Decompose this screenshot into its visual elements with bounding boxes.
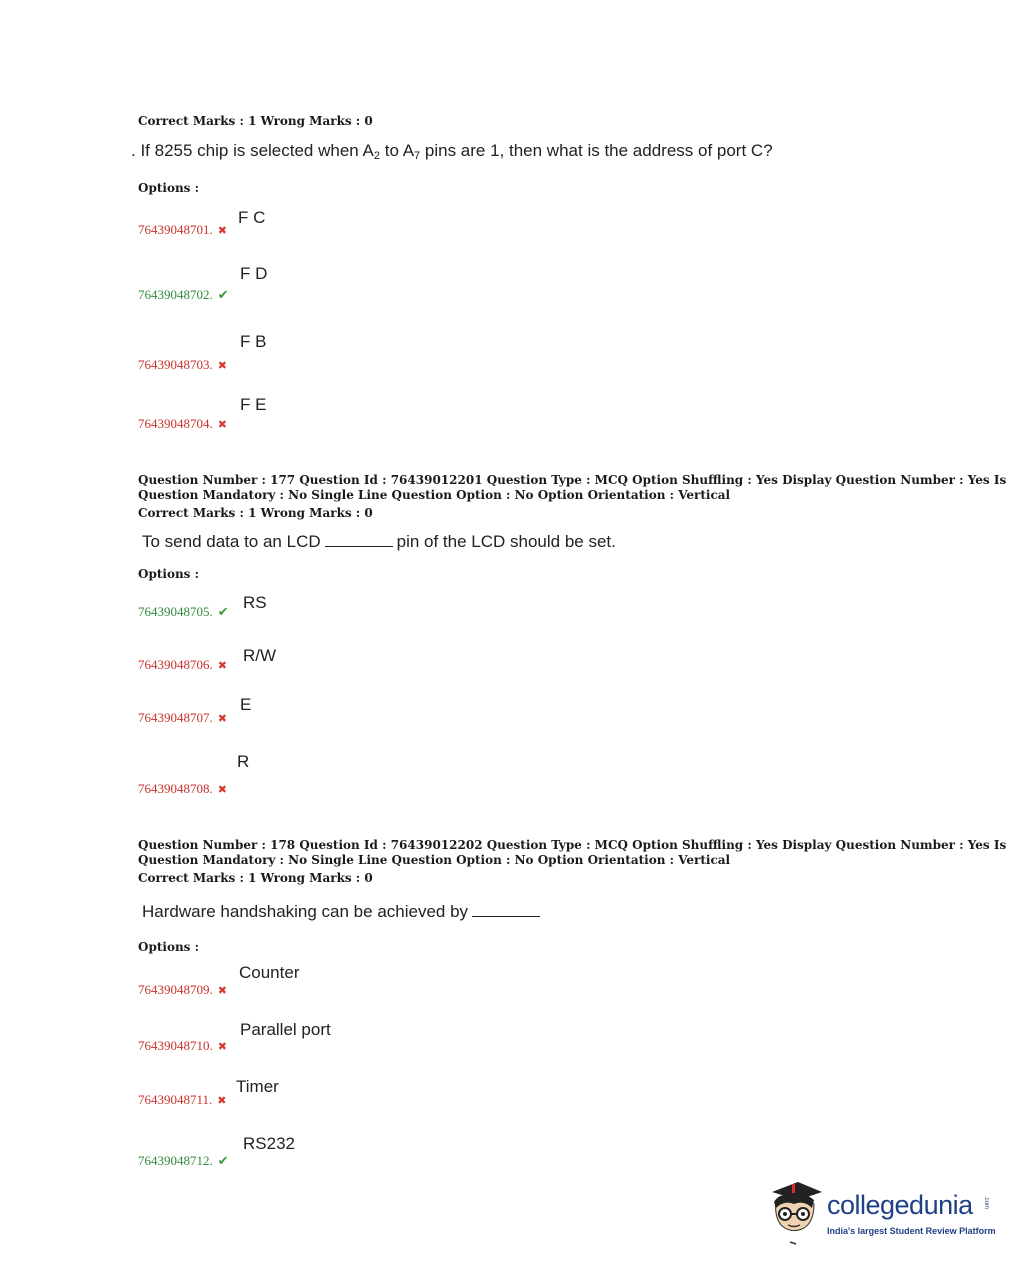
q178-question-text: Hardware handshaking can be achieved by [142, 902, 544, 922]
q178-option-2-text: Parallel port [240, 1020, 331, 1039]
q178-option-1-id: 76439048709. ✖ [138, 982, 227, 997]
q178-option-2-id: 76439048710. ✖ [138, 1038, 227, 1053]
check-mark-icon: ✔ [217, 288, 229, 303]
q177-option-4-id: 76439048708. ✖ [138, 781, 227, 796]
check-mark-icon: ✔ [217, 605, 229, 620]
wrong-mark-icon: ✖ [217, 1040, 227, 1053]
q178-options-label: Options : [138, 940, 200, 954]
q176-option-1-id: 76439048701. ✖ [138, 222, 227, 237]
logo-tagline: India's largest Student Review Platform [827, 1226, 996, 1236]
collegedunia-logo[interactable] [768, 1178, 998, 1248]
q177-option-1-text: RS [243, 593, 267, 612]
logo-wordmark: collegedunia [827, 1190, 973, 1220]
wrong-mark-icon: ✖ [217, 783, 227, 796]
wrong-mark-icon: ✖ [217, 1094, 227, 1107]
q177-marks: Correct Marks : 1 Wrong Marks : 0 [138, 506, 373, 520]
q177-meta-line-1: Question Number : 177 Question Id : 76439012201 Question Type : MCQ Option Shuffling : Yes Display Question Number : Yes Is [138, 473, 1007, 487]
q178-option-4-text: RS232 [243, 1134, 295, 1153]
wrong-mark-icon: ✖ [217, 984, 227, 997]
q177-option-3-text: E [240, 695, 252, 714]
wrong-mark-icon: ✖ [217, 418, 227, 431]
q177-option-3-id: 76439048707. ✖ [138, 710, 227, 725]
wrong-mark-icon: ✖ [217, 659, 227, 672]
q177-meta-line-2: Question Mandatory : No Single Line Question Option : No Option Orientation : Vertical [138, 488, 731, 502]
q176-option-4-id: 76439048704. ✖ [138, 416, 227, 431]
q176-option-3-id: 76439048703. ✖ [138, 357, 227, 372]
q178-marks: Correct Marks : 1 Wrong Marks : 0 [138, 871, 373, 885]
check-mark-icon: ✔ [217, 1154, 229, 1169]
q177-option-1-id: 76439048705. ✔ [138, 604, 229, 620]
q178-meta-line-2: Question Mandatory : No Single Line Question Option : No Option Orientation : Vertical [138, 853, 731, 867]
q178-option-3-id: 76439048711. ✖ [138, 1092, 227, 1107]
q177-options-label: Options : [138, 567, 200, 581]
wrong-mark-icon: ✖ [217, 712, 227, 725]
q176-option-3-text: F B [240, 332, 267, 351]
wrong-mark-icon: ✖ [217, 359, 227, 372]
q176-marks: Correct Marks : 1 Wrong Marks : 0 [138, 114, 373, 128]
q177-option-4-text: R [237, 752, 250, 771]
q177-option-2-text: R/W [243, 646, 277, 665]
student-mascot-icon [768, 1178, 826, 1248]
answer-blank [472, 902, 540, 917]
q176-option-4-text: F E [240, 395, 267, 414]
q176-options-label: Options : [138, 181, 200, 195]
q176-option-1-text: F C [238, 208, 266, 227]
q177-option-2-id: 76439048706. ✖ [138, 657, 227, 672]
logo-dotcom: .com [983, 1196, 989, 1210]
q178-option-3-text: Timer [236, 1077, 279, 1096]
answer-blank [325, 532, 393, 547]
wrong-mark-icon: ✖ [217, 224, 227, 237]
q176-question-text: . If 8255 chip is selected when $A_2$ to $A_7$ pins are 1, then what is the address of port C? [131, 141, 773, 162]
q178-meta-line-1: Question Number : 178 Question Id : 76439012202 Question Type : MCQ Option Shuffling : Yes Display Question Number : Yes Is [138, 838, 1007, 852]
q177-question-text: To send data to an LCD pin of the LCD should be set. [142, 532, 616, 551]
q178-option-4-id: 76439048712. ✔ [138, 1153, 229, 1169]
q178-option-1-text: Counter [239, 963, 300, 982]
q176-option-2-text: F D [240, 264, 268, 283]
q176-option-2-id: 76439048702. ✔ [138, 287, 229, 303]
